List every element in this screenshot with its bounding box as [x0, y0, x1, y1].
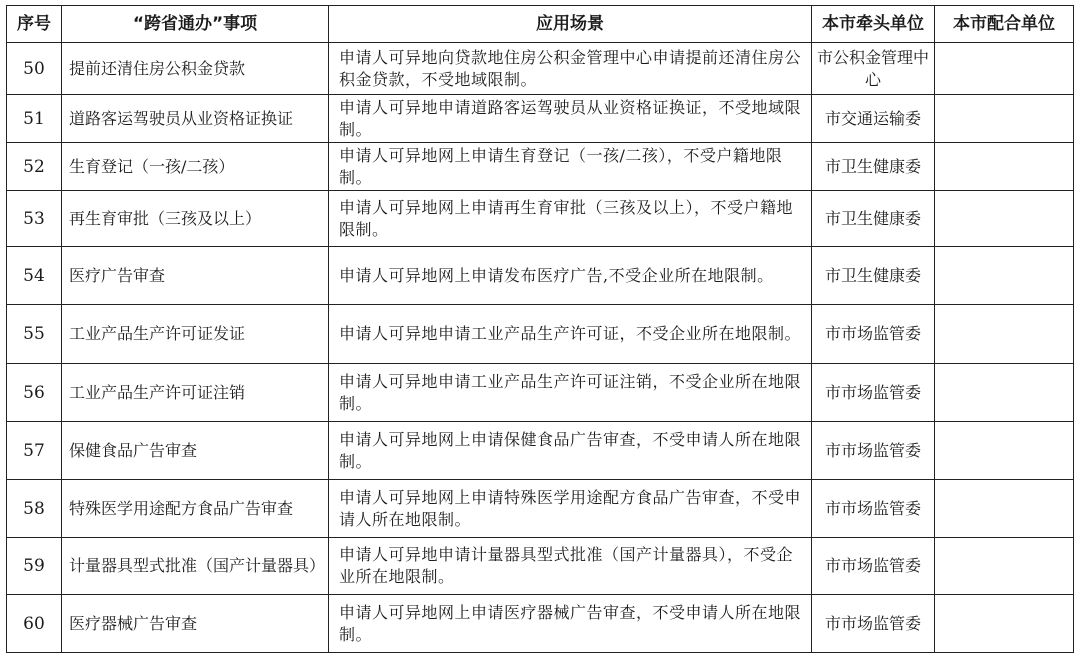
- matter-cell: 医疗广告审查: [62, 247, 329, 305]
- scenario-cell: 申请人可异地网上申请生育登记（一孩/二孩），不受户籍地限制。: [329, 143, 812, 191]
- table-row: [7, 95, 1074, 143]
- serial-number-cell: 57: [7, 422, 62, 480]
- serial-number-cell: 55: [7, 305, 62, 364]
- cooperating-unit-cell: [935, 595, 1074, 653]
- matter-cell: 再生育审批（三孩及以上）: [62, 191, 329, 247]
- matter-cell: 保健食品广告审查: [62, 422, 329, 480]
- table-row: [7, 595, 1074, 653]
- table-row: [7, 247, 1074, 305]
- scenario-cell: 申请人可异地申请工业产品生产许可证，不受企业所在地限制。: [329, 305, 812, 364]
- cooperating-unit-cell: [935, 364, 1074, 422]
- scenario-cell: 申请人可异地向贷款地住房公积金管理中心申请提前还清住房公积金贷款，不受地域限制。: [329, 43, 812, 95]
- cooperating-unit-cell: [935, 305, 1074, 364]
- cooperating-unit-cell: [935, 480, 1074, 538]
- scenario-cell: 申请人可异地申请计量器具型式批准（国产计量器具），不受企业所在地限制。: [329, 538, 812, 595]
- lead-unit-cell: 市公积金管理中心: [812, 43, 935, 95]
- matter-cell: 道路客运驾驶员从业资格证换证: [62, 95, 329, 143]
- serial-number-cell: 58: [7, 480, 62, 538]
- matter-cell: 生育登记（一孩/二孩）: [62, 143, 329, 191]
- header-row: [7, 6, 1074, 43]
- cooperating-unit-cell: [935, 43, 1074, 95]
- lead-unit-cell: 市市场监管委: [812, 422, 935, 480]
- lead-unit-cell: 市市场监管委: [812, 305, 935, 364]
- matter-cell: 医疗器械广告审查: [62, 595, 329, 653]
- cooperating-unit-cell: [935, 247, 1074, 305]
- serial-number-cell: 54: [7, 247, 62, 305]
- serial-number-cell: 51: [7, 95, 62, 143]
- matter-cell: 特殊医学用途配方食品广告审查: [62, 480, 329, 538]
- serial-number-cell: 53: [7, 191, 62, 247]
- scenario-cell: 申请人可异地网上申请发布医疗广告,不受企业所在地限制。: [329, 247, 812, 305]
- scenario-cell: 申请人可异地网上申请再生育审批（三孩及以上），不受户籍地限制。: [329, 191, 812, 247]
- scenario-cell: 申请人可异地申请工业产品生产许可证注销，不受企业所在地限制。: [329, 364, 812, 422]
- matter-cell: 提前还清住房公积金贷款: [62, 43, 329, 95]
- table-row: [7, 422, 1074, 480]
- table-row: [7, 43, 1074, 95]
- cooperating-unit-cell: [935, 95, 1074, 143]
- header-lead-unit: 本市牵头单位: [812, 6, 935, 43]
- cooperating-unit-cell: [935, 538, 1074, 595]
- matter-cell: 工业产品生产许可证注销: [62, 364, 329, 422]
- serial-number-cell: 59: [7, 538, 62, 595]
- lead-unit-cell: 市市场监管委: [812, 364, 935, 422]
- scenario-cell: 申请人可异地网上申请医疗器械广告审查，不受申请人所在地限制。: [329, 595, 812, 653]
- lead-unit-cell: 市市场监管委: [812, 595, 935, 653]
- cooperating-unit-cell: [935, 191, 1074, 247]
- matter-cell: 计量器具型式批准（国产计量器具）: [62, 538, 329, 595]
- matter-cell: 工业产品生产许可证发证: [62, 305, 329, 364]
- lead-unit-cell: 市交通运输委: [812, 95, 935, 143]
- cooperating-unit-cell: [935, 143, 1074, 191]
- header-cooperating-unit: 本市配合单位: [935, 6, 1074, 43]
- serial-number-cell: 56: [7, 364, 62, 422]
- table-row: [7, 143, 1074, 191]
- table-row: [7, 538, 1074, 595]
- table-row: [7, 191, 1074, 247]
- serial-number-cell: 50: [7, 43, 62, 95]
- cooperating-unit-cell: [935, 422, 1074, 480]
- header-application-scenario: 应用场景: [329, 6, 812, 43]
- header-matter: “跨省通办”事项: [62, 6, 329, 43]
- lead-unit-cell: 市卫生健康委: [812, 143, 935, 191]
- scenario-cell: 申请人可异地申请道路客运驾驶员从业资格证换证，不受地域限制。: [329, 95, 812, 143]
- table-row: [7, 480, 1074, 538]
- lead-unit-cell: 市市场监管委: [812, 480, 935, 538]
- lead-unit-cell: 市卫生健康委: [812, 191, 935, 247]
- table-row: [7, 364, 1074, 422]
- scenario-cell: 申请人可异地网上申请保健食品广告审查，不受申请人所在地限制。: [329, 422, 812, 480]
- lead-unit-cell: 市市场监管委: [812, 538, 935, 595]
- scenario-cell: 申请人可异地网上申请特殊医学用途配方食品广告审查，不受申请人所在地限制。: [329, 480, 812, 538]
- matters-table: [6, 5, 1074, 653]
- header-serial-number: 序号: [7, 6, 62, 43]
- serial-number-cell: 60: [7, 595, 62, 653]
- lead-unit-cell: 市卫生健康委: [812, 247, 935, 305]
- table-row: [7, 305, 1074, 364]
- serial-number-cell: 52: [7, 143, 62, 191]
